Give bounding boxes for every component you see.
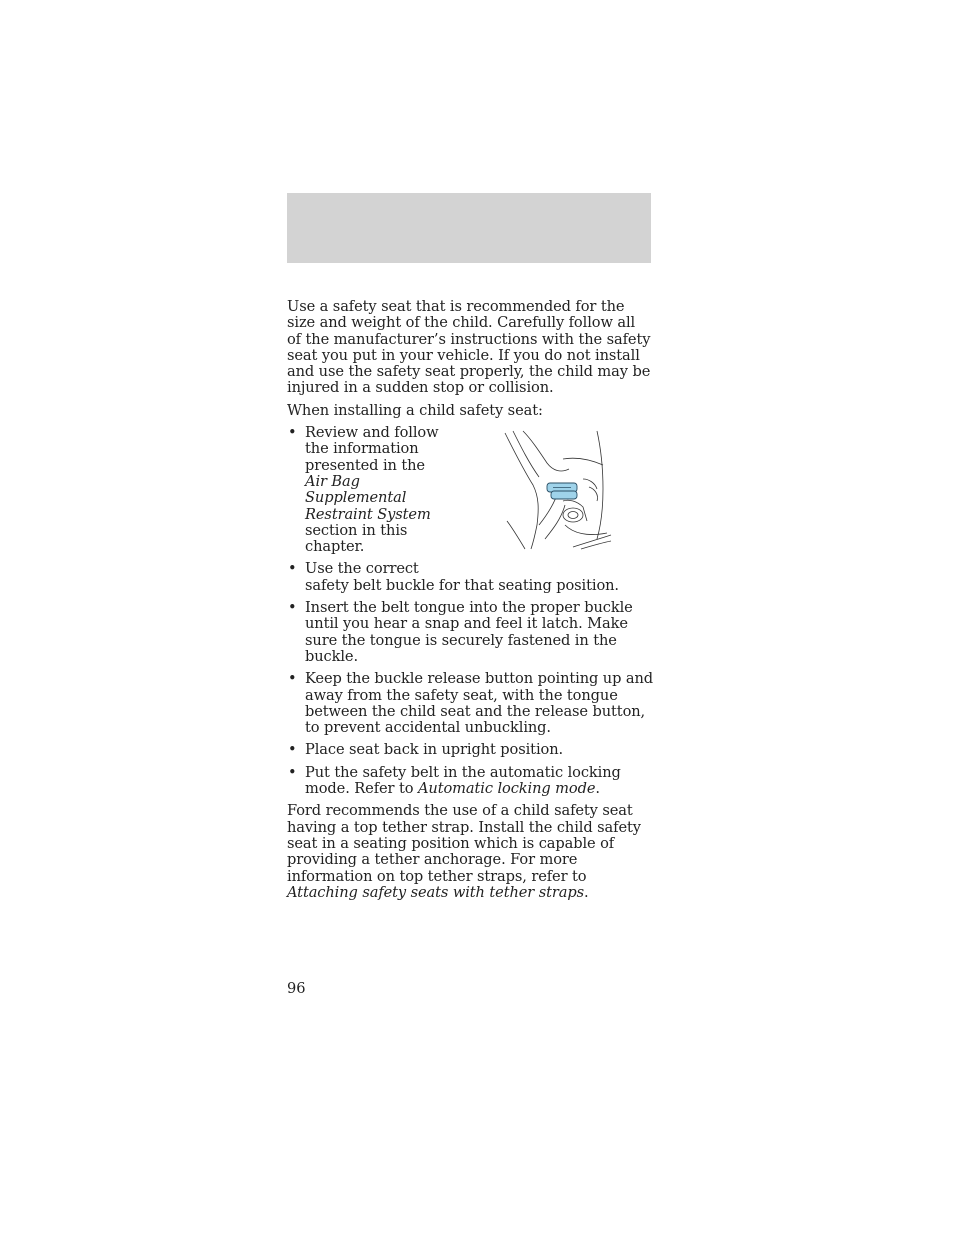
tether-text-end: . bbox=[583, 883, 589, 901]
step-reference: Automatic locking mode bbox=[417, 780, 596, 798]
side-line bbox=[507, 521, 525, 549]
tether-text: Ford recommends the use of a child safety seat having a top tether strap. Install the child safety seat in a seating position which is capable of providing a tether anchorage. For more information on top tether straps, refer to bbox=[287, 802, 641, 885]
installing-lead: When installing a child safety seat: bbox=[287, 401, 543, 419]
step-text: Insert the belt tongue into the proper buckle until you hear a snap and feel it latch. Make sure the tongue is securely fastened in the buckle. bbox=[305, 599, 633, 665]
section-header-band bbox=[287, 193, 651, 263]
seat-edge bbox=[597, 431, 603, 539]
step-text: Review and follow the information presented in the bbox=[305, 424, 439, 474]
seat-outline-inner bbox=[513, 431, 539, 477]
floor-line bbox=[573, 535, 611, 547]
bullet-icon: • bbox=[288, 741, 297, 759]
tether-paragraph bbox=[287, 803, 653, 901]
floor-line-2 bbox=[581, 541, 611, 549]
step-correct-buckle bbox=[287, 561, 653, 594]
cushion-curve bbox=[565, 525, 607, 535]
buckle-highlight-lower bbox=[551, 491, 577, 499]
seat-cushion-line bbox=[523, 431, 569, 471]
bullet-icon: • bbox=[288, 560, 297, 578]
seat-contour bbox=[563, 458, 603, 465]
step-review-airbag-info bbox=[287, 425, 450, 555]
intro-paragraph: Use a safety seat that is recommended for the size and weight of the child. Carefully follow all of the manufacturer’s instructions with the safety seat you put in your vehicle. If you do not install and use the safety seat properly, the child may be injured in a sudden stop or collision. bbox=[287, 298, 651, 397]
seat-belt-buckle-illustration bbox=[503, 429, 615, 551]
step-text-line2: safety belt buckle for that seating position. bbox=[305, 576, 619, 594]
page-body bbox=[287, 299, 653, 907]
step-text: Put the safety belt in the automatic locking mode. Refer to bbox=[305, 763, 621, 798]
seat-outline bbox=[505, 433, 538, 549]
step-text: Keep the buckle release button pointing up and away from the safety seat, with the tongue between the child seat and the release button, to prevent accidental unbuckling. bbox=[305, 670, 654, 737]
page-number: 96 bbox=[287, 980, 306, 997]
step-text-end: section in this chapter. bbox=[305, 521, 408, 556]
bullet-icon: • bbox=[288, 424, 297, 442]
buckle-body-line bbox=[563, 500, 587, 521]
step-automatic-locking bbox=[287, 765, 653, 798]
step-text-line1: Use the correct bbox=[305, 560, 419, 578]
bullet-icon: • bbox=[288, 599, 297, 617]
step-reference: Air Bag Supplemental Restraint System bbox=[305, 472, 431, 523]
step-insert-tongue bbox=[287, 600, 653, 665]
buckle-release-knob bbox=[563, 508, 583, 522]
bullet-icon: • bbox=[288, 763, 297, 781]
step-text: Place seat back in upright position. bbox=[305, 741, 564, 759]
bullet-icon: • bbox=[288, 670, 297, 688]
buckle-release-knob-inner bbox=[568, 512, 578, 519]
buckle-detail bbox=[589, 487, 598, 501]
step-seat-upright bbox=[287, 742, 653, 758]
tether-reference: Attaching safety seats with tether straps bbox=[287, 883, 584, 901]
belt-strap-2 bbox=[545, 505, 565, 539]
step-release-button bbox=[287, 671, 653, 736]
step-text-end: . bbox=[595, 780, 600, 798]
